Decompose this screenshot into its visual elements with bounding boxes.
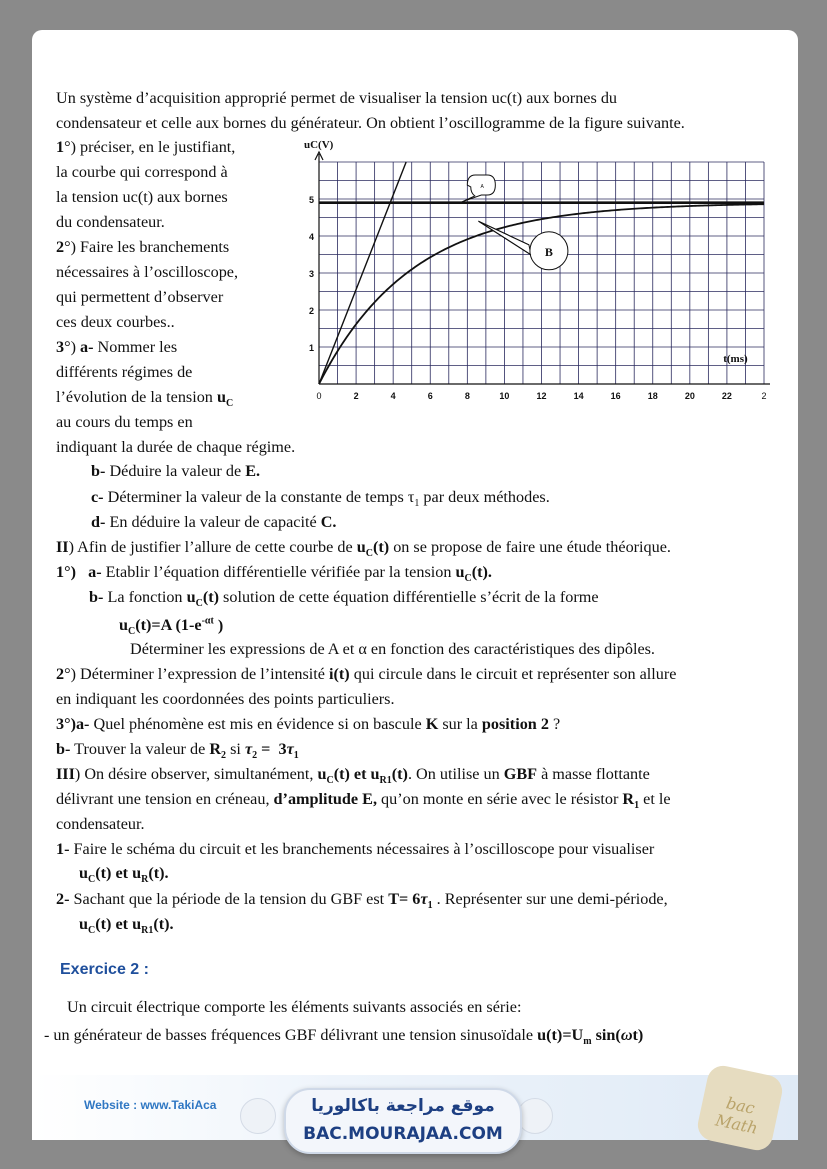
question-3-line-3: l’évolution de la tension $u_C$ (56, 388, 234, 410)
x-tick-label: 12 (536, 391, 547, 401)
callout-a-label: A (480, 184, 484, 191)
question-1-line-1: 1°) préciser, en le justifiant, (56, 138, 236, 156)
x-axis-label: t(ms) (723, 353, 748, 365)
y-tick-label: 5 (308, 195, 314, 205)
intro-line-2: condensateur et celle aux bornes du générateur. On obtient l’oscillogramme de la figure suivante. (56, 114, 685, 132)
x-tick-label: 2 (353, 391, 359, 401)
part-III-line-3: condensateur. (56, 815, 145, 833)
question-3-line-4: au cours du temps en (56, 413, 193, 431)
x-tick-label: 0 (316, 391, 322, 401)
x-tick-label: 18 (647, 391, 658, 401)
callout-a-bubble (462, 175, 496, 202)
part-II-1b: b- La fonction $u_C(t)$ solution de cette équation différentielle s’écrit de la forme (89, 588, 599, 610)
formula-uc: $u_C(t)=A$ ($1-e^{-\alpha t}$ ) (119, 616, 224, 638)
question-2-line-4: ces deux courbes.. (56, 313, 175, 331)
question-3-line-5: indiquant la durée de chaque régime. (56, 438, 296, 456)
question-2-line-1: 2°) Faire les branchements (56, 238, 230, 256)
question-1-line-3: la tension uc(t) aux bornes (56, 188, 228, 206)
part-III-line-1: III) On désire observer, simultanément, $u_C(t)$ et $u_{R1}(t)$. On utilise un GBF à masse flottante (56, 765, 650, 787)
question-2-line-2: nécessaires à l’oscilloscope, (56, 263, 239, 281)
part-II-1a: 1°) a- Etablir l’équation différentielle vérifiée par la tension $u_C(t)$. (56, 563, 492, 585)
chart-grid (319, 162, 764, 384)
x-tick-label: 10 (499, 391, 510, 401)
y-axis-label: uC(V) (304, 139, 334, 151)
oscillogram-chart (302, 139, 772, 410)
question-3-line-1: 3°) a- Nommer les (56, 338, 178, 356)
footer-logo-right (517, 1098, 553, 1134)
y-tick-label: 4 (308, 232, 314, 242)
part-II-3a: 3°)a- Quel phénomène est mis en évidence si on bascule K sur la position 2 ? (56, 715, 561, 733)
part-II-1b-task: Déterminer les expressions de A et α en fonction des caractéristiques des dipôles. (130, 640, 655, 658)
part-II-2-line-1: 2°) Déterminer l’expression de l’intensité i(t) qui circule dans le circuit et représenter son allure (56, 665, 677, 683)
footer-website[interactable]: Website : www.TakiAca (84, 1098, 217, 1112)
exercise-2-title: Exercice 2 : (60, 961, 149, 978)
question-3b: b- Déduire la valeur de E. (91, 462, 261, 480)
x-tick-label: 2 (761, 391, 767, 401)
y-tick-label: 3 (308, 269, 314, 279)
part-II-intro: II) Afin de justifier l’allure de cette courbe de $u_C(t)$ on se propose de faire une étude théorique. (56, 538, 671, 560)
chart-labels (304, 139, 767, 401)
bac-math-logo: bac Math (695, 1063, 785, 1153)
x-tick-label: 16 (610, 391, 621, 401)
question-2-line-3: qui permettent d’observer (56, 288, 224, 306)
callout-b-label: B (544, 244, 553, 259)
part-III-item-2: 2- Sachant que la période de la tension du GBF est $T= 6\tau_1$ . Représenter sur une demi-période, (56, 890, 668, 912)
intro-line-1: Un système d’acquisition approprié permet de visualiser la tension uc(t) aux bornes du (56, 89, 618, 107)
question-1-line-4: du condensateur. (56, 213, 165, 231)
part-III-line-2: délivrant une tension en créneau, d’amplitude E, qu’on monte en série avec le résistor $R_1$ et le (56, 790, 671, 812)
part-II-3b: b- Trouver la valeur de $R_2$ si $\tau_2 = 3\tau_1$ (56, 740, 299, 762)
x-tick-label: 14 (573, 391, 584, 401)
exercise-2-line-2: - un générateur de basses fréquences GBF délivrant une tension sinusoïdale $u(t)=U_m$ sin(ωt) (44, 1026, 644, 1048)
part-III-item-2-signals: $u_C(t)$ et $u_{R1}(t)$. (79, 915, 174, 937)
part-III-item-1: 1- Faire le schéma du circuit et les branchements nécessaires à l’oscilloscope pour visualiser (56, 840, 655, 858)
question-3d: d- En déduire la valeur de capacité C. (91, 513, 337, 531)
document-page (32, 30, 798, 1144)
x-tick-label: 4 (390, 391, 396, 401)
x-tick-label: 8 (464, 391, 470, 401)
part-III-item-1-signals: $u_C(t)$ et $u_R(t)$. (79, 864, 169, 886)
footer-badge[interactable] (284, 1088, 522, 1154)
part-II-2-line-2: en indiquant les coordonnées des points particuliers. (56, 690, 395, 708)
footer-logo-left (240, 1098, 276, 1134)
y-tick-label: 2 (308, 306, 314, 316)
x-tick-label: 6 (427, 391, 433, 401)
question-3-line-2: différents régimes de (56, 363, 193, 381)
y-tick-label: 1 (308, 343, 314, 353)
x-tick-label: 20 (684, 391, 695, 401)
badge-arabic-text: موقع مراجعة باكالوريا (311, 1096, 495, 1116)
badge-site-text: BAC.MOURAJAA.COM (303, 1124, 503, 1144)
x-tick-label: 22 (721, 391, 732, 401)
question-3c: c- Déterminer la valeur de la constante de temps $\tau_1$ par deux méthodes. (91, 488, 550, 510)
exercise-2-line-1: Un circuit électrique comporte les éléments suivants associés en série: (67, 998, 522, 1016)
question-1-line-2: la courbe qui correspond à (56, 163, 228, 181)
